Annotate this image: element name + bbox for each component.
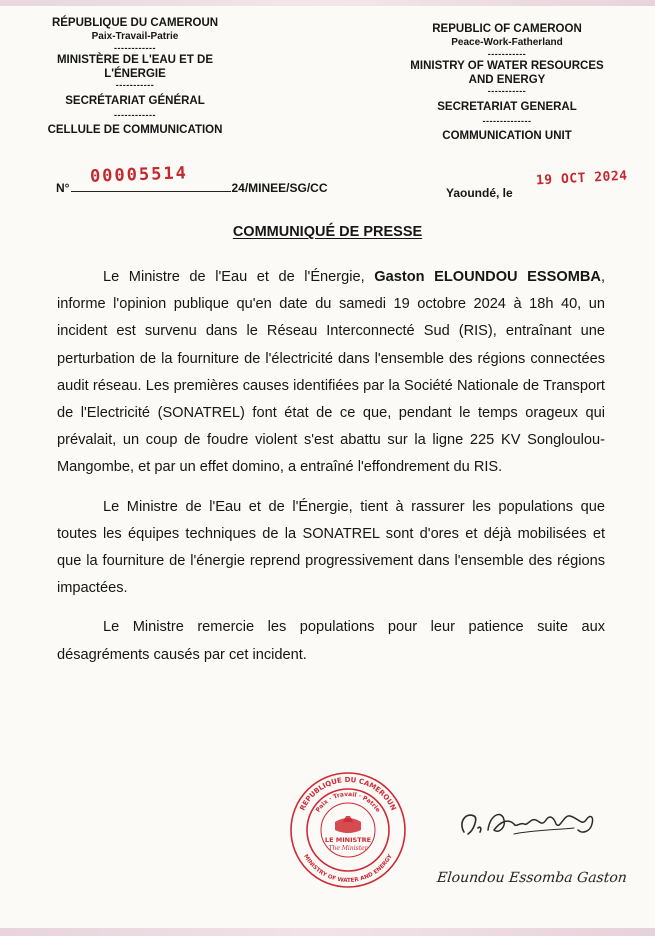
secretariat-en: SECRETARIAT GENERAL	[437, 101, 577, 113]
motto-en: Peace-Work-Fatherland	[451, 37, 563, 48]
paragraph-1	[57, 264, 605, 482]
country-name-fr: RÉPUBLIQUE DU CAMEROUN	[51, 17, 219, 29]
seal-outer-bottom-text: MINISTRY OF WATER AND ENERGY	[302, 853, 394, 885]
ministry-en-line2: AND ENERGY	[468, 74, 546, 86]
page-top-edge	[0, 0, 655, 6]
document-title: COMMUNIQUÉ DE PRESSE	[232, 224, 423, 240]
handwritten-signature	[454, 800, 604, 850]
divider: ------------	[114, 110, 156, 120]
date-stamp: 19 OCT 2024	[535, 168, 628, 189]
country-name-en: REPUBLIC OF CAMEROON	[432, 23, 582, 35]
reference-suffix: 24/MINEE/SG/CC	[231, 181, 328, 195]
unit-en: COMMUNICATION UNIT	[442, 130, 572, 142]
paragraph-1-intro: Le Ministre de l'Eau et de l'Énergie,	[103, 269, 375, 285]
divider: --------------	[482, 116, 532, 126]
unit-fr: CELLULE DE COMMUNICATION	[47, 124, 223, 136]
document-body	[57, 264, 605, 681]
header-english	[382, 22, 632, 143]
svg-text:MINISTRY OF WATER AND ENERGY	[302, 853, 394, 884]
divider: -----------	[487, 86, 527, 96]
divider: -----------	[487, 49, 527, 59]
reference-line	[56, 181, 376, 195]
header-french	[20, 16, 250, 137]
seal-inner-text: Paix · Travail · Patrie	[314, 790, 382, 814]
date-label: Yaoundé, le	[446, 186, 513, 200]
seal-emblem-icon	[335, 816, 361, 833]
motto-fr: Paix-Travail-Patrie	[91, 31, 179, 42]
paragraph-1-rest: , informe l'opinion publique qu'en date du samedi 19 octobre 2024 à 18h 40, un incident est survenu dans le Réseau Interconnecté Sud (RIS), entraînant une perturbation de la fourniture de l'électricité dans l'ensemble des régions connectées audit réseau. Les premières causes identifiées par la Société Nationale de Transport de l'Electricité (SONATREL) font état de ce que, pendant le temps orageux qui prévalait, un coup de foudre violent s'est abattu sur la ligne 225 KV Songloulou-Mangombe, et par un effet domino, a entraîné l'effondrement du RIS.	[57, 269, 605, 476]
official-seal	[288, 770, 408, 890]
seal-center-title: LE MINISTRE	[324, 836, 372, 844]
reference-underline	[71, 181, 231, 192]
seal-outer-top-text: REPUBLIQUE DU CAMEROUN	[298, 775, 398, 812]
paragraph-2: Le Ministre de l'Eau et de l'Énergie, tient à rassurer les populations que toutes les équipes techniques de la SONATREL sont d'ores et déjà mobilisées et que la fourniture de l'énergie reprend progressivement dans l'ensemble des régions impactées.	[57, 498, 605, 597]
svg-text:Paix · Travail · Patrie	[315, 791, 382, 814]
seal-center-subtitle: The Minister	[328, 845, 368, 852]
reference-prefix: N°	[56, 181, 70, 195]
minister-name: Gaston ELOUNDOU ESSOMBA	[374, 269, 601, 285]
divider: -----------	[115, 80, 155, 90]
svg-text:REPUBLIQUE DU CAMEROUN	[298, 776, 397, 812]
ministry-fr-line2: L'ÉNERGIE	[104, 68, 166, 80]
page-bottom-edge	[0, 928, 655, 936]
signatory-name: Eloundou Essomba Gaston	[436, 870, 628, 886]
secretariat-fr: SECRÉTARIAT GÉNÉRAL	[65, 95, 205, 107]
divider: ------------	[114, 43, 156, 53]
ministry-en-line1: MINISTRY OF WATER RESOURCES	[410, 60, 604, 72]
paragraph-3: Le Ministre remercie les populations pour leur patience suite aux désagréments causés par cet incident.	[57, 619, 605, 663]
reference-number-stamp: 00005514	[89, 163, 189, 187]
ministry-fr-line1: MINISTÈRE DE L'EAU ET DE	[56, 54, 214, 66]
